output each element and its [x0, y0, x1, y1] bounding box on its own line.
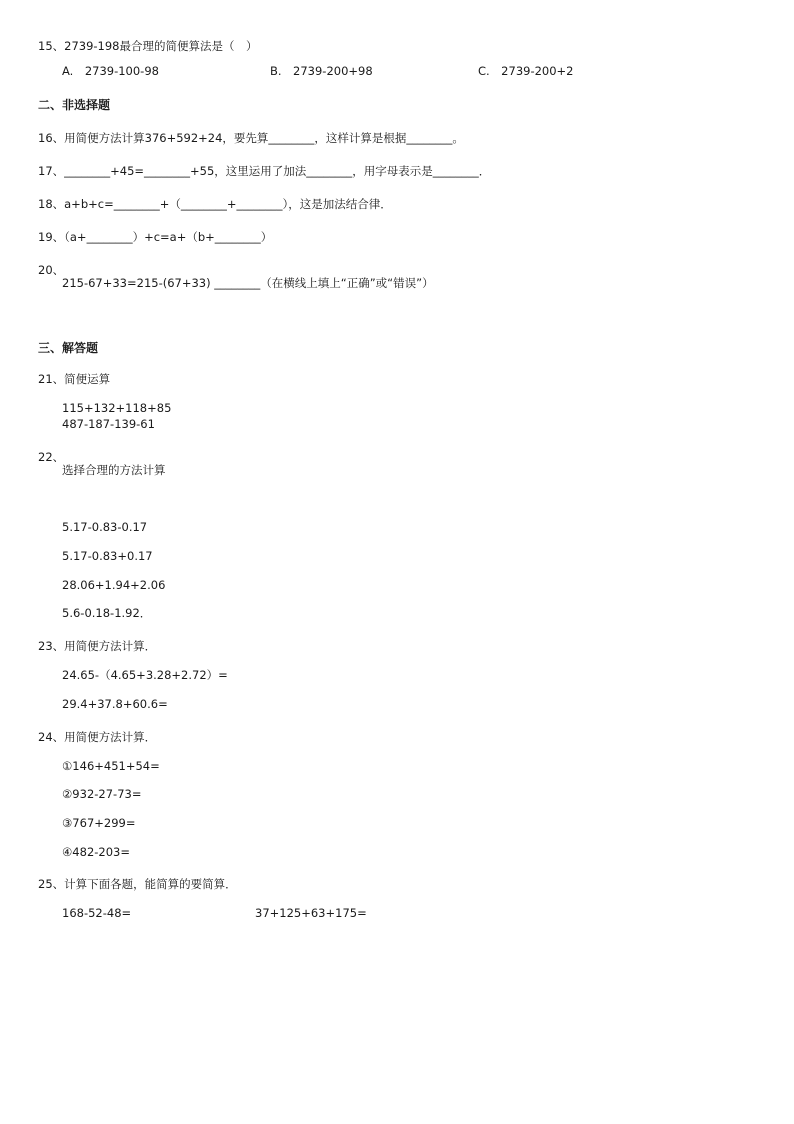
- question-21-line-1: 115+132+118+85: [62, 401, 172, 415]
- question-19: 19、（a+________）+c=a+（b+________）: [38, 230, 273, 244]
- question-23-line-1: 24.65-（4.65+3.28+2.72）=: [62, 668, 228, 682]
- question-22-line-2: 5.17-0.83+0.17: [62, 549, 153, 563]
- question-16: 16、用简便方法计算376+592+24，要先算________，这样计算是根据________。: [38, 131, 464, 145]
- question-18: 18、a+b+c=________+（________+________），这是加法结合律．: [38, 197, 392, 211]
- question-20-text: 215-67+33=215-(67+33) ________（在横线上填上“正确”或“错误”）: [62, 276, 434, 290]
- question-24-line-1: ①146+451+54=: [62, 759, 160, 773]
- question-23-line-2: 29.4+37.8+60.6=: [62, 697, 168, 711]
- question-24-stem: 24、用简便方法计算．: [38, 730, 157, 744]
- question-15-option-a: A. 2739-100-98: [62, 64, 159, 78]
- question-15-option-c: C. 2739-200+2: [478, 64, 574, 78]
- question-20-number: 20、: [38, 263, 65, 277]
- question-24-line-4: ④482-203=: [62, 845, 130, 859]
- section-2-heading: 二、非选择题: [38, 98, 111, 112]
- question-21-line-2: 487-187-139-61: [62, 417, 155, 431]
- question-25-item-2: 37+125+63+175=: [255, 906, 367, 920]
- question-21-stem: 21、简便运算: [38, 372, 111, 386]
- question-22-stem: 选择合理的方法计算: [62, 463, 166, 477]
- section-3-heading: 三、解答题: [38, 341, 99, 355]
- question-17: 17、________+45=________+55，这里运用了加法________，用字母表示是________．: [38, 164, 491, 178]
- question-22-line-3: 28.06+1.94+2.06: [62, 578, 166, 592]
- question-24-line-3: ③767+299=: [62, 816, 136, 830]
- question-22-line-4: 5.6-0.18-1.92．: [62, 606, 152, 620]
- question-25-item-1: 168-52-48=: [62, 906, 132, 920]
- question-15-stem: 15、2739-198最合理的简便算法是（ ）: [38, 39, 258, 53]
- question-22-line-1: 5.17-0.83-0.17: [62, 520, 148, 534]
- question-22-number: 22、: [38, 450, 65, 464]
- question-25-stem: 25、计算下面各题，能简算的要简算．: [38, 877, 237, 891]
- question-23-stem: 23、用简便方法计算．: [38, 639, 157, 653]
- question-24-line-2: ②932-27-73=: [62, 787, 142, 801]
- question-15-option-b: B. 2739-200+98: [270, 64, 373, 78]
